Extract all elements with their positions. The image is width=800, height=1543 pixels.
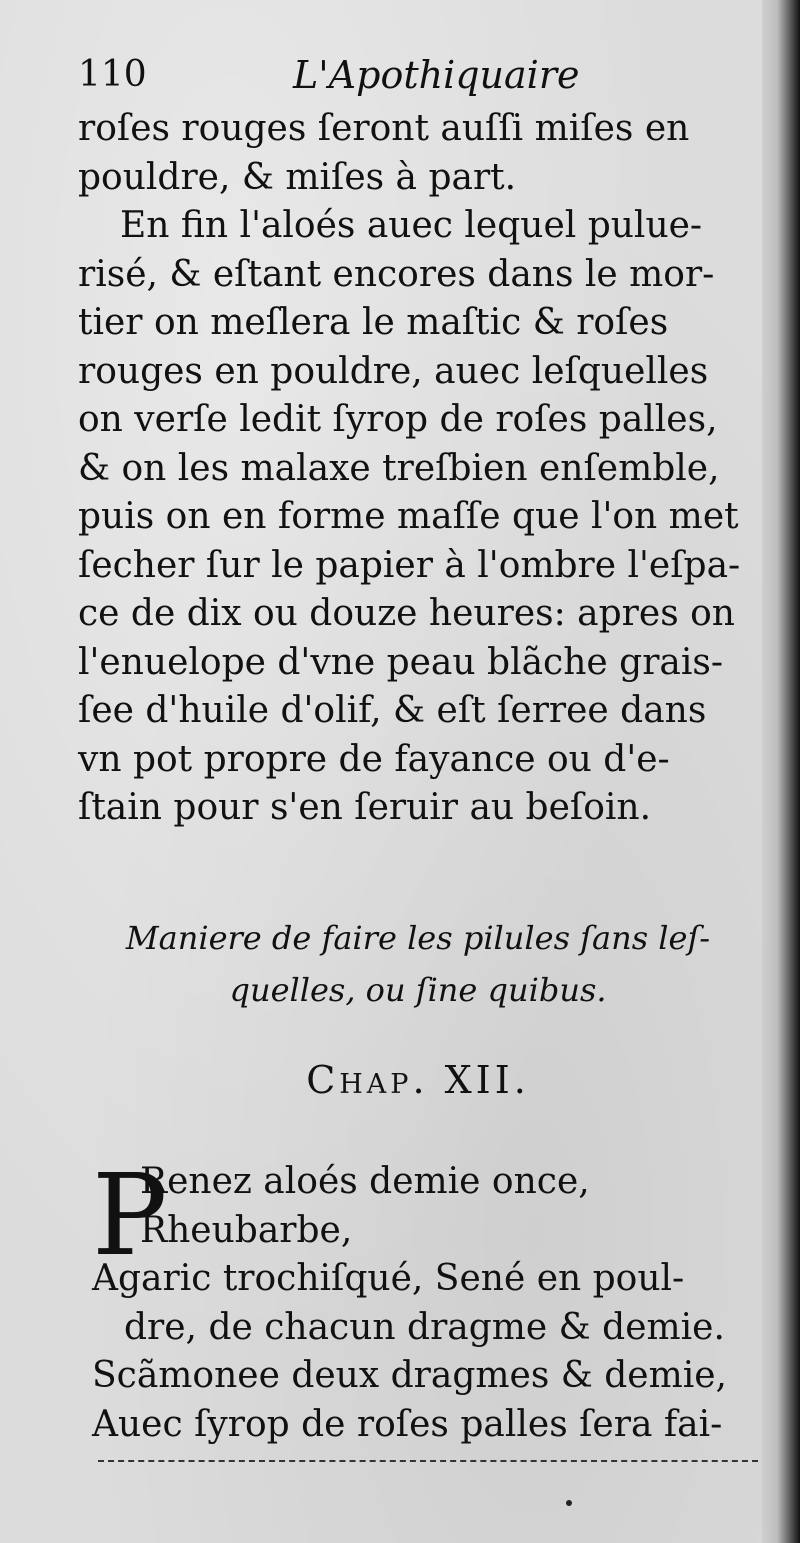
text-line: En fin l'aloés auec lequel pulue-	[120, 205, 703, 246]
recipe-line: Scãmonee deux dragmes & demie,	[92, 1355, 727, 1396]
text-line: ce de dix ou douze heures: apres on	[78, 593, 735, 634]
chapter-title: Chap. XII.	[306, 1058, 530, 1102]
text-line: puis on en forme maſſe que l'on met	[78, 496, 739, 537]
text-line: pouldre, & miſes à part.	[78, 156, 517, 198]
page-number: 110	[78, 54, 147, 95]
bottom-rule	[98, 1460, 758, 1462]
recipe-line: Rheubarbe,	[140, 1209, 353, 1251]
text-line: vn pot propre de fayance ou d'e-	[78, 738, 670, 780]
page-edge-shadow	[762, 0, 800, 1543]
heading-line: Maniere de faire les pilules ſans leſ-	[125, 919, 711, 957]
text-line: l'enuelope d'vne peau blãche grais-	[78, 641, 724, 683]
recipe-line: dre, de chacun dragme & demie.	[124, 1306, 725, 1348]
text-line: rouges en pouldre, auec leſquelles	[78, 350, 709, 392]
text-line: on verſe ledit ſyrop de roſes palles,	[78, 399, 718, 440]
text-line: ſee d'huile d'olif, & eſt ſerree dans	[78, 690, 707, 731]
recipe-paragraph	[92, 1151, 762, 1449]
running-title: L'Apothiquaire	[293, 53, 580, 97]
drop-cap: P	[92, 1151, 168, 1281]
text-line: tier on meſlera le maſtic & roſes	[78, 302, 669, 343]
text-line: ſecher ſur le papier à l'ombre l'eſpa-	[78, 544, 741, 586]
heading-line: quelles, ou ſine quibus.	[229, 971, 607, 1009]
section-heading	[78, 912, 758, 1016]
body-paragraph	[78, 105, 758, 833]
ink-speck	[566, 1500, 572, 1506]
text-line: ſtain pour s'en ſeruir au beſoin.	[78, 787, 652, 828]
recipe-line: Agaric trochiſqué, Sené en poul-	[92, 1258, 685, 1299]
recipe-line: Renez aloés demie once,	[140, 1161, 590, 1202]
text-line: & on les malaxe treſbien enſemble,	[78, 447, 720, 489]
recipe-line: Auec ſyrop de roſes palles ſera fai-	[92, 1403, 723, 1445]
running-head	[78, 50, 758, 100]
text-line: roſes rouges ſeront auſſi miſes en	[78, 108, 690, 149]
text-line: risé, & eſtant encores dans le mor-	[78, 253, 715, 295]
